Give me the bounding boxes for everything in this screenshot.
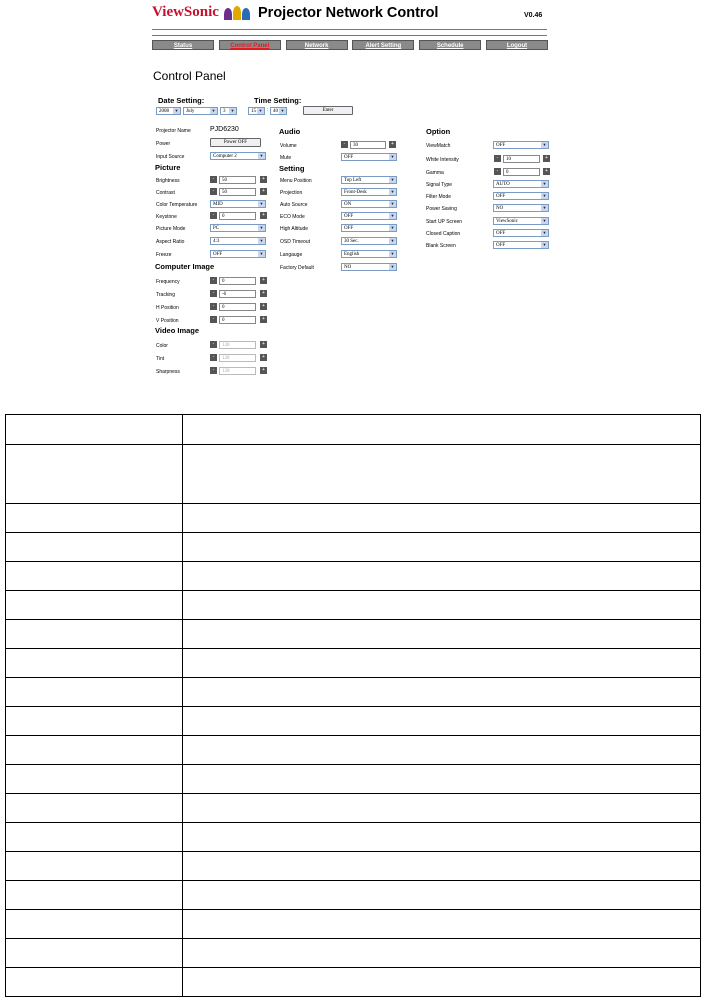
eco-mode-label: ECO Mode (280, 214, 305, 220)
power-saving-label: Power Saving (426, 206, 457, 212)
v-position-label: V Position (156, 318, 179, 324)
closed-caption-label: Closed Caption (426, 231, 461, 237)
tint-minus-button[interactable]: - (210, 354, 217, 361)
day-select[interactable]: 3 ▼ (220, 107, 237, 115)
table-row (6, 533, 701, 562)
table-row (6, 591, 701, 620)
table-row (6, 445, 701, 504)
filter-mode-select[interactable]: OFF ▼ (493, 192, 549, 200)
chevron-down-icon: ▼ (259, 201, 264, 206)
contrast-minus-button[interactable]: - (210, 188, 217, 195)
color-input[interactable]: 128 (219, 341, 256, 349)
tab-network[interactable]: Network (286, 40, 348, 50)
chevron-down-icon: ▼ (542, 205, 547, 210)
white-intensity-label: White Intensity (426, 157, 459, 163)
chevron-down-icon: ▼ (390, 189, 395, 194)
sharpness-label: Sharpness (156, 369, 180, 375)
month-select[interactable]: July ▼ (183, 107, 218, 115)
tracking-input[interactable]: -6 (219, 290, 256, 298)
enter-button[interactable]: Enter (303, 106, 353, 115)
tint-label: Tint (156, 356, 165, 362)
table-row (6, 504, 701, 533)
brightness-plus-button[interactable]: + (260, 176, 267, 183)
year-select[interactable]: 2008 ▼ (156, 107, 181, 115)
table-row (6, 968, 701, 997)
mute-select[interactable]: OFF ▼ (341, 153, 397, 161)
start-up-screen-select[interactable]: ViewSonic ▼ (493, 217, 549, 225)
table-row (6, 415, 701, 445)
h-position-input[interactable]: 0 (219, 303, 256, 311)
gamma-minus-button[interactable]: - (494, 168, 501, 175)
h-position-plus-button[interactable]: + (260, 303, 267, 310)
volume-plus-button[interactable]: + (389, 141, 396, 148)
table-row (6, 823, 701, 852)
chevron-down-icon: ▼ (542, 142, 547, 147)
viewmatch-label: ViewMatch (426, 143, 451, 149)
volume-input[interactable]: 30 (350, 141, 386, 149)
high-altitude-select[interactable]: OFF ▼ (341, 224, 397, 232)
chevron-down-icon: ▼ (259, 251, 264, 256)
chevron-down-icon: ▼ (390, 264, 395, 269)
hour-select[interactable]: 15 ▼ (248, 107, 265, 115)
tracking-minus-button[interactable]: - (210, 290, 217, 297)
menu-position-label: Menu Position (280, 178, 312, 184)
tab-logout[interactable]: Logout (486, 40, 548, 50)
keystone-input[interactable]: 0 (219, 212, 256, 220)
aspect-ratio-label: Aspect Ratio (156, 239, 185, 245)
birds-logo-icon (224, 6, 250, 20)
chevron-down-icon: ▼ (390, 225, 395, 230)
v-position-plus-button[interactable]: + (260, 316, 267, 323)
tab-status[interactable]: Status (152, 40, 214, 50)
blank-screen-label: Blank Screen (426, 243, 456, 249)
chevron-down-icon: ▼ (280, 108, 285, 113)
start-up-screen-label: Start UP Screen (426, 219, 463, 225)
frequency-plus-button[interactable]: + (260, 277, 267, 284)
chevron-down-icon: ▼ (542, 181, 547, 186)
contrast-label: Contrast (156, 190, 175, 196)
chevron-down-icon: ▼ (258, 108, 263, 113)
v-position-minus-button[interactable]: - (210, 316, 217, 323)
power-saving-select[interactable]: NO ▼ (493, 204, 549, 212)
sharpness-plus-button[interactable]: + (260, 367, 267, 374)
chevron-down-icon: ▼ (542, 230, 547, 235)
projection-label: Projection (280, 190, 303, 196)
brightness-label: Brightness (156, 178, 180, 184)
header-divider-2 (152, 35, 547, 36)
computer-image-heading: Computer Image (155, 262, 215, 271)
tint-input[interactable]: 128 (219, 354, 256, 362)
keystone-plus-button[interactable]: + (260, 212, 267, 219)
frequency-label: Frequency (156, 279, 180, 285)
keystone-label: Keystone (156, 214, 177, 220)
tab-schedule[interactable]: Schedule (419, 40, 481, 50)
projector-name-value: PJD6230 (210, 126, 239, 133)
chevron-down-icon: ▼ (259, 153, 264, 158)
language-select[interactable]: English ▼ (341, 250, 397, 258)
color-minus-button[interactable]: - (210, 341, 217, 348)
chevron-down-icon: ▼ (390, 213, 395, 218)
volume-minus-button[interactable]: - (341, 141, 348, 148)
sharpness-input[interactable]: 128 (219, 367, 256, 375)
gamma-label: Gamma (426, 170, 444, 176)
chevron-down-icon: ▼ (542, 218, 547, 223)
h-position-minus-button[interactable]: - (210, 303, 217, 310)
table-row (6, 852, 701, 881)
freeze-label: Freeze (156, 252, 172, 258)
chevron-down-icon: ▼ (390, 238, 395, 243)
color-temperature-select[interactable]: MID ▼ (210, 200, 266, 208)
input-source-label: Input Source (156, 154, 185, 160)
mute-label: Mute (280, 155, 292, 161)
chevron-down-icon: ▼ (174, 108, 179, 113)
gamma-input[interactable]: 0 (503, 168, 540, 176)
color-plus-button[interactable]: + (260, 341, 267, 348)
chevron-down-icon: ▼ (542, 242, 547, 247)
power-label: Power (156, 141, 171, 147)
table-row (6, 794, 701, 823)
brightness-input[interactable]: 50 (219, 176, 256, 184)
page-title: Control Panel (153, 69, 226, 83)
table-row (6, 620, 701, 649)
picture-heading: Picture (155, 163, 181, 172)
color-label: Color (156, 343, 168, 349)
table-row (6, 765, 701, 794)
brightness-minus-button[interactable]: - (210, 176, 217, 183)
v-position-input[interactable]: 0 (219, 316, 256, 324)
brand-text: ViewSonic (152, 4, 219, 20)
projection-select[interactable]: Front-Desk ▼ (341, 188, 397, 196)
eco-mode-select[interactable]: OFF ▼ (341, 212, 397, 220)
table-row (6, 649, 701, 678)
projector-name-label: Projector Name (156, 128, 191, 134)
factory-default-label: Factory Default (280, 265, 314, 271)
table-row (6, 939, 701, 968)
nav-bar (152, 40, 548, 51)
blank-screen-select[interactable]: OFF ▼ (493, 241, 549, 249)
table-row (6, 736, 701, 765)
signal-type-label: Signal Type (426, 182, 453, 188)
table-row (6, 707, 701, 736)
option-heading: Option (426, 127, 451, 136)
factory-default-select[interactable]: NO ▼ (341, 263, 397, 271)
chevron-down-icon: ▼ (259, 225, 264, 230)
auto-source-label: Auto Source (280, 202, 308, 208)
high-altitude-label: High Altitude (280, 226, 309, 232)
freeze-select[interactable]: OFF ▼ (210, 250, 266, 258)
empty-reference-table (5, 414, 701, 997)
date-setting-label: Date Setting: (158, 96, 205, 105)
viewsonic-logo (152, 4, 250, 21)
gamma-plus-button[interactable]: + (543, 168, 550, 175)
white-intensity-minus-button[interactable]: - (494, 155, 501, 162)
contrast-input[interactable]: 50 (219, 188, 256, 196)
signal-type-select[interactable]: AUTO ▼ (493, 180, 549, 188)
chevron-down-icon: ▼ (390, 154, 395, 159)
sharpness-minus-button[interactable]: - (210, 367, 217, 374)
frequency-input[interactable]: 0 (219, 277, 256, 285)
tab-control-panel[interactable]: Control Panel (219, 40, 281, 50)
version-label: V0.46 (524, 12, 543, 19)
osd-timeout-select[interactable]: 30 Sec. ▼ (341, 237, 397, 245)
color-temperature-label: Color Temperature (156, 202, 198, 208)
power-off-button[interactable]: Power OFF (210, 138, 261, 147)
filter-mode-label: Filter Mode (426, 194, 452, 200)
time-setting-label: Time Setting: (254, 96, 302, 105)
volume-label: Volume (280, 143, 297, 149)
input-source-select[interactable]: Computer 2 ▼ (210, 152, 266, 160)
menu-position-select[interactable]: Top Left ▼ (341, 176, 397, 184)
chevron-down-icon: ▼ (542, 193, 547, 198)
h-position-label: H Position (156, 305, 179, 311)
chevron-down-icon: ▼ (211, 108, 216, 113)
table-row (6, 910, 701, 939)
tab-alert-setting[interactable]: Alert Setting (352, 40, 414, 50)
tint-plus-button[interactable]: + (260, 354, 267, 361)
table-row (6, 881, 701, 910)
table-row (6, 562, 701, 591)
audio-heading: Audio (279, 127, 301, 136)
header-divider (152, 29, 547, 30)
chevron-down-icon: ▼ (230, 108, 235, 113)
frequency-minus-button[interactable]: - (210, 277, 217, 284)
auto-source-select[interactable]: ON ▼ (341, 200, 397, 208)
video-image-heading: Video Image (155, 326, 200, 335)
white-intensity-input[interactable]: 10 (503, 155, 540, 163)
tracking-plus-button[interactable]: + (260, 290, 267, 297)
app-title: Projector Network Control (258, 5, 439, 21)
contrast-plus-button[interactable]: + (260, 188, 267, 195)
viewmatch-select[interactable]: OFF ▼ (493, 141, 549, 149)
keystone-minus-button[interactable]: - (210, 212, 217, 219)
closed-caption-select[interactable]: OFF ▼ (493, 229, 549, 237)
language-label: Langauge (280, 252, 303, 258)
minute-select[interactable]: 40 ▼ (270, 107, 287, 115)
setting-heading: Setting (279, 164, 305, 173)
time-colon: : (267, 107, 269, 113)
chevron-down-icon: ▼ (390, 201, 395, 206)
osd-timeout-label: OSD Timeout (280, 239, 311, 245)
picture-mode-label: Picture Mode (156, 226, 186, 232)
chevron-down-icon: ▼ (390, 251, 395, 256)
tracking-label: Tracking (156, 292, 175, 298)
table-row (6, 678, 701, 707)
picture-mode-select[interactable]: PC ▼ (210, 224, 266, 232)
white-intensity-plus-button[interactable]: + (543, 155, 550, 162)
chevron-down-icon: ▼ (259, 238, 264, 243)
chevron-down-icon: ▼ (390, 177, 395, 182)
aspect-ratio-select[interactable]: 4:3 ▼ (210, 237, 266, 245)
